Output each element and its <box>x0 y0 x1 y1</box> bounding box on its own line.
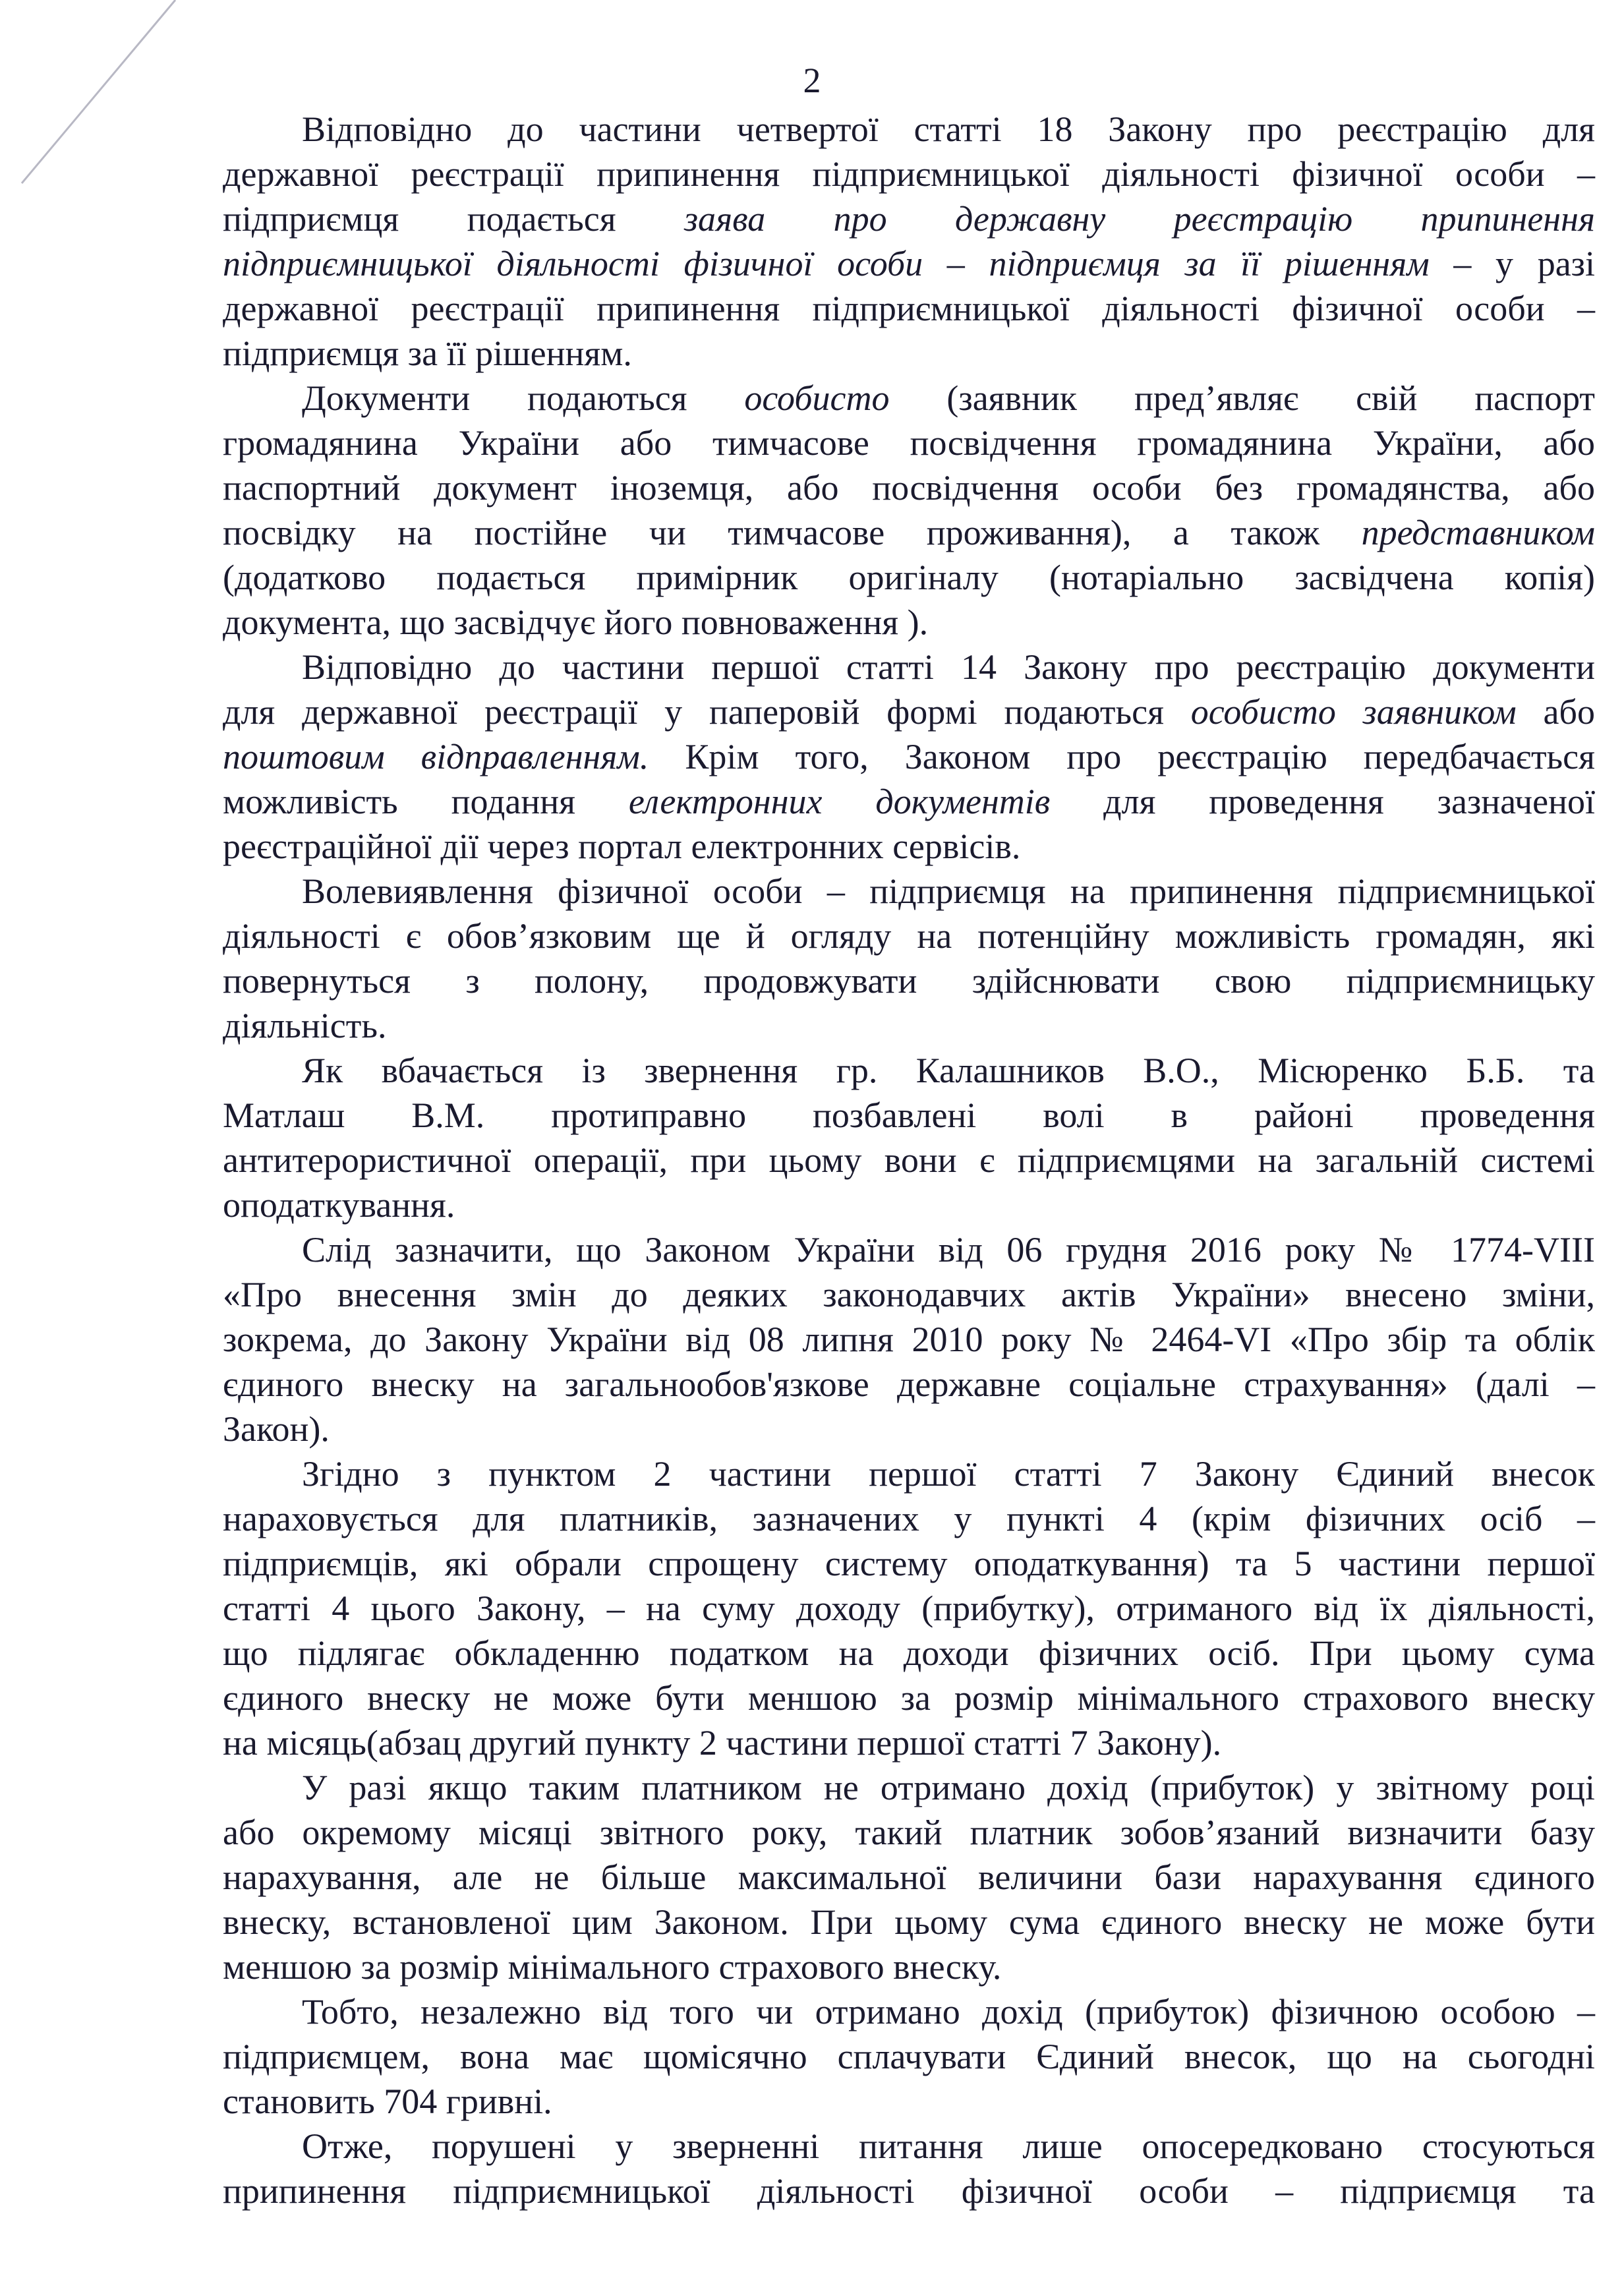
text-line <box>223 600 1595 645</box>
text-segment: можливість подання <box>223 782 629 821</box>
text-line <box>223 152 1595 196</box>
text-line <box>223 1272 1595 1317</box>
paragraph <box>223 869 1595 1048</box>
text-segment: єдиного внеску на загальнообов'язкове державне соціальне страхування» (далі – <box>223 1364 1595 1404</box>
text-segment: підприємців, які обрали спрощену систему оподаткування) та 5 частини першої <box>223 1544 1595 1583</box>
text-line <box>223 465 1595 510</box>
text-line <box>223 1362 1595 1407</box>
italic-text: електронних документів <box>628 782 1051 821</box>
paragraph <box>223 107 1595 376</box>
text-line <box>223 2034 1595 2079</box>
text-line <box>223 331 1595 376</box>
text-line <box>223 286 1595 331</box>
paragraph <box>223 1989 1595 2124</box>
text-segment: припинення підприємницької діяльності фізичної особи – підприємця та <box>223 2171 1595 2211</box>
text-segment: паспортний документ іноземця, або посвідчення особи без громадянства, або <box>223 468 1595 508</box>
paragraph <box>223 1765 1595 1989</box>
document-body <box>223 107 1595 2213</box>
text-segment: Згідно з пунктом 2 частини першої статті 7 Закону Єдиний внесок <box>302 1454 1595 1494</box>
text-segment: документа, що засвідчує його повноваження ). <box>223 602 929 642</box>
text-line <box>223 510 1595 555</box>
text-line <box>223 914 1595 958</box>
text-line <box>223 1496 1595 1541</box>
paragraph <box>223 2124 1595 2213</box>
text-segment: Крім того, Законом про реєстрацію передбачається <box>649 737 1595 776</box>
text-segment: оподаткування. <box>223 1185 455 1225</box>
text-line <box>223 1451 1595 1496</box>
text-segment: Відповідно до частини першої статті 14 Закону про реєстрацію документи <box>302 647 1595 687</box>
text-segment: становить 704 гривні. <box>223 2082 552 2121</box>
text-line <box>223 1810 1595 1855</box>
text-segment: (заявник пред’являє свій паспорт <box>889 378 1595 418</box>
text-line <box>223 241 1595 286</box>
text-line <box>223 1541 1595 1586</box>
text-line <box>223 1407 1595 1451</box>
text-segment: посвідку на постійне чи тимчасове проживання), а також <box>223 513 1362 552</box>
text-line <box>223 1586 1595 1631</box>
text-segment: або <box>1516 692 1595 732</box>
italic-text: особисто заявником <box>1190 692 1517 732</box>
text-segment: (додатково подається примірник оригіналу (нотаріально засвідчена копія) <box>223 558 1595 597</box>
text-line <box>223 1944 1595 1989</box>
text-line <box>223 376 1595 421</box>
text-segment: державної реєстрації припинення підприємницької діяльності фізичної особи – <box>223 289 1595 328</box>
text-segment: Отже, порушені у зверненні питання лише опосередковано стосуються <box>302 2126 1595 2166</box>
italic-text: представником <box>1361 513 1595 552</box>
text-segment: для проведення зазначеної <box>1050 782 1595 821</box>
italic-text: підприємницької діяльності фізичної особи – підприємця за її рішенням <box>223 244 1430 283</box>
text-segment: антитерористичної операції, при цьому вони є підприємцями на загальній системі <box>223 1140 1595 1180</box>
text-line <box>223 1900 1595 1944</box>
text-segment: підприємця подається <box>223 199 684 239</box>
text-segment: Як вбачається із звернення гр. Калашников В.О., Місюренко Б.Б. та <box>302 1051 1595 1090</box>
text-segment: що підлягає обкладенню податком на доходи фізичних осіб. При цьому сума <box>223 1633 1595 1673</box>
text-line <box>223 824 1595 869</box>
text-segment: єдиного внеску не може бути меншою за розмір мінімального страхового внеску <box>223 1678 1595 1718</box>
text-segment: повернуться з полону, продовжувати здійснювати свою підприємницьку <box>223 961 1595 1001</box>
text-segment: підприємця за її рішенням. <box>223 334 632 373</box>
text-segment: Волевиявлення фізичної особи – підприємця на припинення підприємницької <box>302 871 1595 911</box>
text-line <box>223 645 1595 689</box>
paragraph <box>223 376 1595 645</box>
text-line <box>223 555 1595 600</box>
text-line <box>223 1317 1595 1362</box>
paragraph <box>223 645 1595 869</box>
text-segment: зокрема, до Закону України від 08 липня 2010 року № 2464-VI «Про збір та облік <box>223 1320 1595 1359</box>
text-segment: Слід зазначити, що Законом України від 06 грудня 2016 року № 1774-VIII <box>302 1230 1595 1270</box>
text-line <box>223 1093 1595 1138</box>
text-line <box>223 1183 1595 1227</box>
text-line <box>223 1227 1595 1272</box>
text-line <box>223 689 1595 734</box>
text-segment: нарахування, але не більше максимальної величини бази нарахування єдиного <box>223 1857 1595 1897</box>
text-line <box>223 1003 1595 1048</box>
italic-text: поштовим відправленням. <box>223 737 649 776</box>
text-line <box>223 107 1595 152</box>
text-line <box>223 1855 1595 1900</box>
text-segment: Документи подаються <box>302 378 745 418</box>
text-segment: – у разі <box>1429 244 1595 283</box>
text-segment: для державної реєстрації у паперовій формі подаються <box>223 692 1191 732</box>
text-line <box>223 1138 1595 1183</box>
text-segment: або окремому місяці звітного року, такий платник зобов’язаний визначити базу <box>223 1813 1595 1852</box>
text-segment: Закон). <box>223 1409 330 1449</box>
text-segment: реєстраційної дії через портал електронних сервісів. <box>223 827 1021 866</box>
text-segment: державної реєстрації припинення підприємницької діяльності фізичної особи – <box>223 154 1595 194</box>
paragraph <box>223 1227 1595 1451</box>
text-segment: діяльність. <box>223 1006 387 1045</box>
text-line <box>223 2124 1595 2169</box>
italic-text: заява про державну реєстрацію припинення <box>683 199 1595 239</box>
text-segment: на місяць(абзац другий пункту 2 частини першої статті 7 Закону). <box>223 1723 1222 1763</box>
text-line <box>223 1720 1595 1765</box>
text-line <box>223 196 1595 241</box>
text-line <box>223 869 1595 914</box>
paragraph <box>223 1048 1595 1227</box>
italic-text: особисто <box>744 378 890 418</box>
text-line <box>223 734 1595 779</box>
text-segment: громадянина України або тимчасове посвідчення громадянина України, або <box>223 423 1595 463</box>
text-segment: Відповідно до частини четвертої статті 18 Закону про реєстрацію для <box>302 109 1595 149</box>
text-segment: внеску, встановленої цим Законом. При цьому сума єдиного внеску не може бути <box>223 1902 1595 1942</box>
text-segment: Тобто, незалежно від того чи отримано дохід (прибуток) фізичною особою – <box>302 1992 1595 2031</box>
text-segment: статті 4 цього Закону, – на суму доходу (прибутку), отриманого від їх діяльності, <box>223 1589 1595 1628</box>
text-segment: меншою за розмір мінімального страхового внеску. <box>223 1947 1002 1987</box>
text-line <box>223 1048 1595 1093</box>
text-line <box>223 1676 1595 1720</box>
text-segment: «Про внесення змін до деяких законодавчих актів України» внесено зміни, <box>223 1275 1595 1314</box>
text-segment: підприємцем, вона має щомісячно сплачувати Єдиний внесок, що на сьогодні <box>223 2037 1595 2076</box>
text-segment: діяльності є обов’язковим ще й огляду на потенційну можливість громадян, які <box>223 916 1595 956</box>
page-number: 2 <box>803 61 821 100</box>
text-line <box>223 779 1595 824</box>
paragraph <box>223 1451 1595 1765</box>
text-line <box>223 2169 1595 2213</box>
text-line <box>223 1989 1595 2034</box>
text-segment: Матлаш В.М. протиправно позбавлені волі в районі проведення <box>223 1095 1595 1135</box>
text-line <box>223 1631 1595 1676</box>
text-line <box>223 1765 1595 1810</box>
text-line <box>223 958 1595 1003</box>
text-line <box>223 421 1595 465</box>
text-segment: нараховується для платників, зазначених у пункті 4 (крім фізичних осіб – <box>223 1499 1595 1538</box>
text-segment: У разі якщо таким платником не отримано дохід (прибуток) у звітному році <box>302 1768 1595 1807</box>
text-line <box>223 2079 1595 2124</box>
